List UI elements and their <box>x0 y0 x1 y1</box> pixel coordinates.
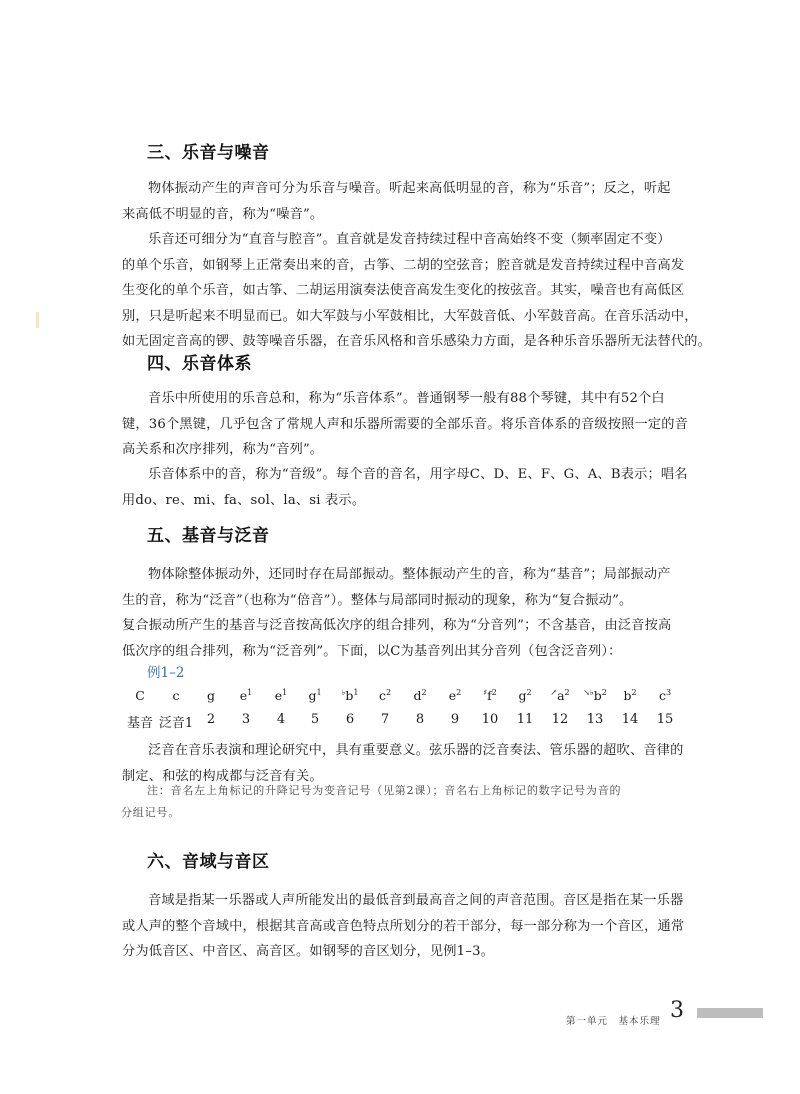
text-line: 物体振动产生的声音可分为乐音与噪音。听起来高低明显的音，称为“乐音”；反之，听起 <box>148 181 671 196</box>
text-line: 制定、和弦的构成都与泛音有关。 <box>122 768 323 784</box>
footer-decorative-bar <box>697 1008 763 1018</box>
text-line: 键，36个黑键，几乎包含了常规人声和乐器所需要的全部乐音。将乐音体系的音级按照一定的音 <box>122 416 689 432</box>
octave-mark: 1 <box>353 688 359 697</box>
section-heading-4: 四、乐音体系 <box>147 354 252 374</box>
note-name <box>120 688 160 703</box>
note-letter: f <box>487 688 492 703</box>
footnote-line: 注：音名左上角标记的升降记号为变音记号（见第2课）；音名右上角标记的数字记号为音的 <box>147 784 622 797</box>
text-line: 音域是指某一乐器或人声所能发出的最低音到最高音之间的声音范围。音区是指在某一乐器 <box>148 893 684 908</box>
paragraph-tone-system <box>122 386 689 463</box>
page-number: 3 <box>670 998 684 1023</box>
harmonic-series-notes-row <box>122 688 682 708</box>
note-letter: e <box>448 688 457 703</box>
partial-number: 12 <box>551 712 569 727</box>
note-name <box>575 688 615 703</box>
partial-number: 11 <box>516 712 534 727</box>
partial-number: 3 <box>241 712 251 727</box>
note-name <box>645 688 685 703</box>
text-line: 或人声的整个音域中，根据其音高或音色特点所划分的若干部分，每一部分称为一个音区，通常 <box>122 918 685 934</box>
example-label: 例1–2 <box>147 665 185 681</box>
note-name <box>156 688 196 703</box>
note-name <box>295 688 335 703</box>
partial-number: 6 <box>345 712 355 727</box>
partial-number: 5 <box>310 712 320 727</box>
note-name <box>470 688 510 703</box>
text-line: 高关系和次序排列，称为“音列”。 <box>122 442 324 457</box>
octave-mark: 2 <box>564 688 570 697</box>
note-name <box>505 688 545 703</box>
note-letter: b <box>623 688 632 703</box>
note-letter: g <box>308 688 317 703</box>
accidental-mark: ♯ <box>483 688 488 697</box>
note-name <box>226 688 266 703</box>
paragraph-range-and-register <box>122 888 685 965</box>
partial-number: 15 <box>656 712 674 727</box>
octave-mark: 2 <box>385 688 392 697</box>
text-line: 如无固定音高的锣、鼓等噪音乐器，在音乐风格和音乐感染力方面，是各种乐音乐器所无法替代的。 <box>122 334 712 349</box>
section-heading-3: 三、乐音与噪音 <box>147 143 270 163</box>
partial-number: 8 <box>415 712 425 727</box>
octave-mark: 1 <box>316 688 322 697</box>
note-name <box>435 688 475 703</box>
paragraph-fundamental-and-overtones <box>122 562 672 664</box>
text-line: 生的音，称为“泛音”（也称为“倍音”）。整体与局部同时振动的现象，称为“复合振动”。 <box>122 592 633 608</box>
octave-mark: 3 <box>665 688 672 697</box>
edge-mark <box>36 312 39 328</box>
note-letter: g <box>206 688 215 703</box>
accidental-mark: ♭ <box>341 688 346 697</box>
partial-number: 9 <box>450 712 460 727</box>
paragraph-straight-and-cavity-tones <box>122 227 712 355</box>
footer-unit-title: 第一单元 基本乐理 <box>566 1016 661 1027</box>
octave-mark: 2 <box>526 688 532 697</box>
accidental-mark: ↘♭ <box>583 688 594 697</box>
text-line: 乐音还可细分为“直音与腔音”。直音就是发音持续过程中音高始终不变（频率固定不变） <box>148 232 671 247</box>
text-line: 的单个乐音，如钢琴上正常奏出来的音，古筝、二胡的空弦音；腔音就是发音持续过程中音高发 <box>122 257 685 273</box>
note-name <box>610 688 650 703</box>
footnote-line: 分组记号。 <box>121 806 180 819</box>
note-letter: b <box>593 688 602 703</box>
footnote <box>121 780 677 824</box>
partial-number: 基音 <box>126 716 153 731</box>
octave-mark: 1 <box>247 688 253 697</box>
text-line: 生变化的单个乐音，如古筝、二胡运用演奏法使音高发生变化的按弦音。其实，噪音也有高低区 <box>122 283 685 298</box>
partial-number: 14 <box>621 712 639 727</box>
octave-mark: 2 <box>631 688 637 697</box>
partial-number: 泛音1 <box>158 716 194 731</box>
note-letter: g <box>518 688 527 703</box>
text-line: 来高低不明显的音，称为“噪音”。 <box>122 206 324 222</box>
text-line: 物体除整体振动外，还同时存在局部振动。整体振动产生的音，称为“基音”；局部振动产 <box>148 567 671 582</box>
octave-mark: 1 <box>282 688 288 697</box>
note-letter: d <box>413 688 422 703</box>
partial-number: 7 <box>380 712 390 727</box>
text-line: 低次序的组合排列，称为“泛音列”。下面，以C为基音列出其分音列（包含泛音列）： <box>122 643 622 659</box>
partial-number: 10 <box>481 712 499 727</box>
paragraph-tone-degrees <box>122 462 688 513</box>
section-heading-6: 六、音域与音区 <box>147 852 270 872</box>
text-line: 泛音在音乐表演和理论研究中，具有重要意义。弦乐器的泛音奏法、管乐器的超吹、音律的 <box>148 743 684 758</box>
partial-number: 2 <box>206 712 216 727</box>
note-letter: b <box>345 688 354 703</box>
partial-number: 13 <box>586 712 604 727</box>
note-name <box>540 688 580 703</box>
octave-mark: 2 <box>601 688 607 697</box>
note-letter: C <box>135 688 145 703</box>
harmonic-series-numbers-row <box>122 712 682 732</box>
note-name <box>191 688 231 703</box>
paragraph-musical-tone-vs-noise <box>122 176 671 227</box>
text-line: 乐音体系中的音，称为“音级”。每个音的音名，用字母C、D、E、F、G、A、B表示；唱名 <box>148 467 688 482</box>
note-letter: c <box>658 688 666 703</box>
accidental-mark: ↗ <box>550 688 558 697</box>
partial-number: 4 <box>276 712 286 727</box>
note-letter: e <box>239 688 248 703</box>
note-name <box>365 688 405 703</box>
note-letter: e <box>274 688 283 703</box>
note-name <box>400 688 440 703</box>
note-letter: c <box>378 688 386 703</box>
text-line: 别，只是听起来不明显而已。如大军鼓与小军鼓相比，大军鼓音低、小军鼓音高。在音乐活动中， <box>122 308 698 324</box>
text-line: 音乐中所使用的乐音总和，称为“乐音体系”。普通钢琴一般有88个琴键，其中有52个白 <box>148 391 665 406</box>
text-line: 用do、re、mi、fa、sol、la、si 表示。 <box>122 492 366 508</box>
octave-mark: 2 <box>456 688 462 697</box>
octave-mark: 2 <box>491 688 497 697</box>
section-heading-5: 五、基音与泛音 <box>147 526 270 546</box>
text-line: 复合振动所产生的基音与泛音按高低次序的组合排列，称为“分音列”；不含基音，由泛音按高 <box>122 618 672 633</box>
note-letter: a <box>557 688 565 703</box>
note-letter: c <box>172 688 180 703</box>
octave-mark: 2 <box>421 688 427 697</box>
text-line: 分为低音区、中音区、高音区。如钢琴的音区划分，见例1–3。 <box>122 944 495 959</box>
note-name <box>330 688 370 703</box>
